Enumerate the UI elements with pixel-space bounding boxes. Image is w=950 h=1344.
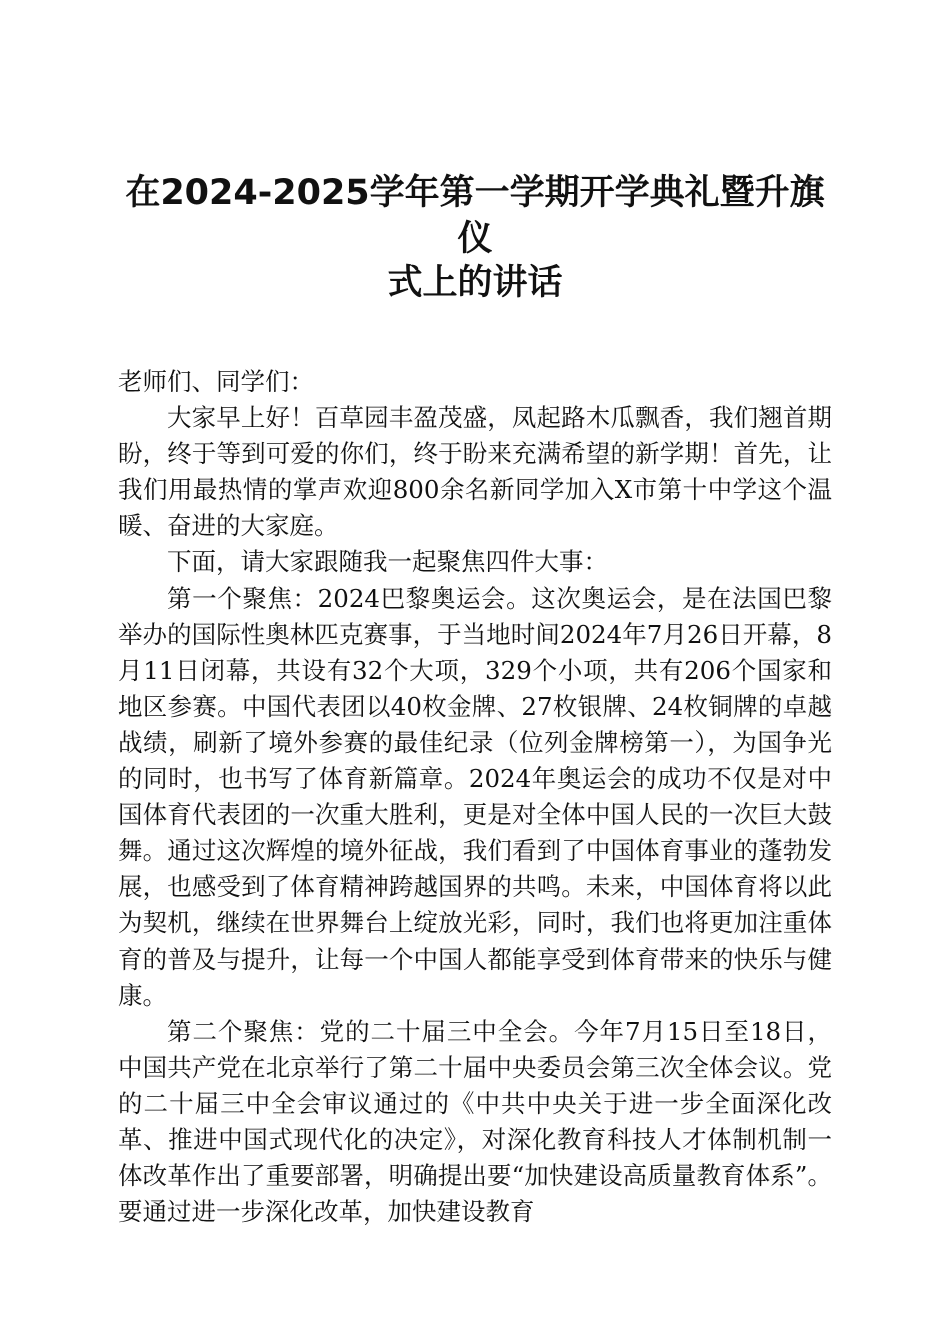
title-line-2: 式上的讲话: [387, 263, 563, 303]
paragraph-focus-1: 第一个聚焦：2024巴黎奥运会。这次奥运会，是在法国巴黎举办的国际性奥林匹克赛事，于当地时间2024年7月26日开幕，8月11日闭幕，共设有32个大项，329个小项，共有206个国家和地区参赛。中国代表团以40枚金牌、27枚银牌、24枚铜牌的卓越战绩，刷新了境外参赛的最佳纪录（位列金牌榜第一），为国争光的同时，也书写了体育新篇章。2024年奥运会的成功不仅是对中国体育代表团的一次重大胜利，更是对全体中国人民的一次巨大鼓舞。通过这次辉煌的境外征战，我们看到了中国体育事业的蓬勃发展，也感受到了体育精神跨越国界的共鸣。未来，中国体育将以此为契机，继续在世界舞台上绽放光彩，同时，我们也将更加注重体育的普及与提升，让每一个中国人都能享受到体育带来的快乐与健康。: [118, 583, 832, 1010]
paragraph-greeting: 大家早上好！百草园丰盈茂盛，凤起路木瓜飘香，我们翘首期盼，终于等到可爱的你们，终于盼来充满希望的新学期！首先，让我们用最热情的掌声欢迎800余名新同学加入X市第十中学这个温暖、奋进的大家庭。: [118, 403, 832, 541]
document-body: [118, 364, 832, 1230]
paragraph-focus-2: 第二个聚焦：党的二十届三中全会。今年7月15日至18日，中国共产党在北京举行了第二十届中央委员会第三次全体会议。党的二十届三中全会审议通过的《中共中央关于进一步全面深化改革、推进中国式现代化的决定》，对深化教育科技人才体制机制一体改革作出了重要部署，明确提出要“加快建设高质量教育体系”。要通过进一步深化改革，加快建设教育: [118, 1016, 832, 1227]
title-line-1: 在2024-2025学年第一学期开学典礼暨升旗仪: [125, 173, 825, 259]
paragraph-intro: 下面，请大家跟随我一起聚焦四件大事：: [167, 547, 608, 577]
salutation: 老师们、同学们：: [118, 367, 314, 396]
document-title: [118, 170, 832, 306]
